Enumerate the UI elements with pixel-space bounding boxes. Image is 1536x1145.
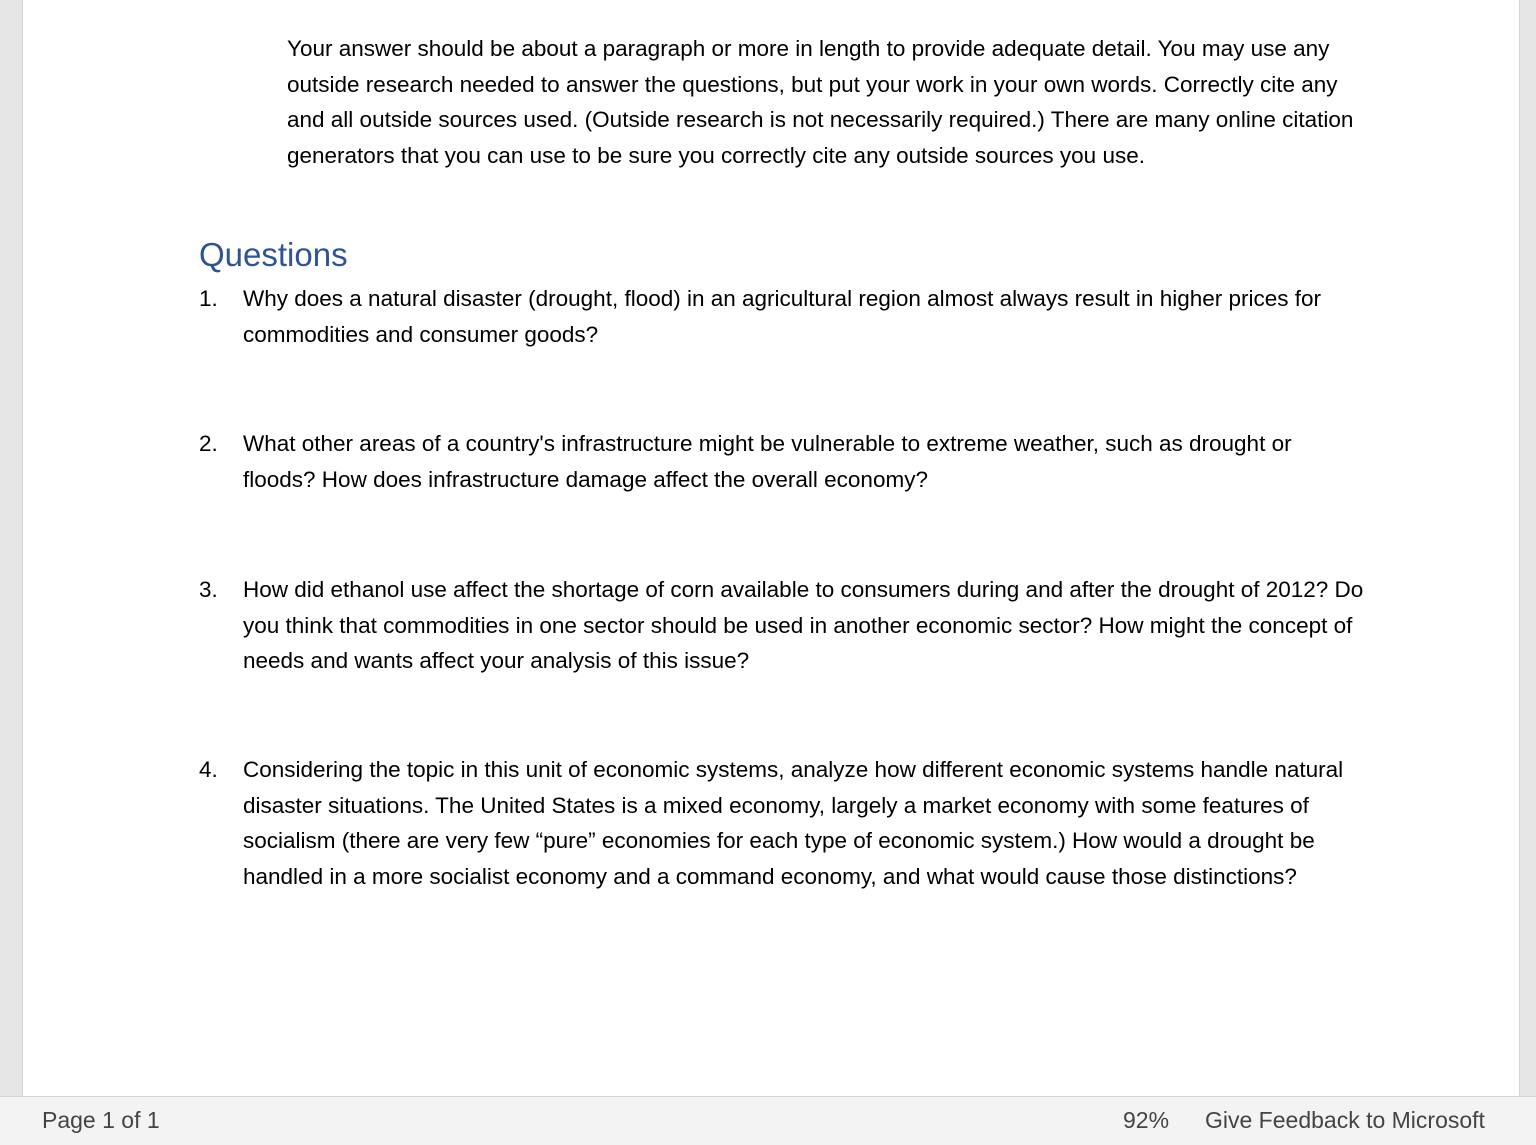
vertical-scrollbar[interactable]	[1518, 0, 1536, 1096]
question-number: 3.	[199, 577, 218, 602]
intro-paragraph: Your answer should be about a paragraph or more in length to provide adequate detail. You may use any outside research needed to answer the questions, but put your work in your own words. Correctly cite any and all outside sources used. (Outside research is not necessarily required.) There are many online citation generators that you can use to be sure you correctly cite any outside sources you use.	[287, 36, 1354, 168]
question-text: Considering the topic in this unit of economic systems, analyze how different economic systems handle natural disaster situations. The United States is a mixed economy, largely a market economy with some features of socialism (there are very few “pure” economies for each type of economic system.) How would a drought be handled in a more socialist economy and a command economy, and what would cause those distinctions?	[243, 757, 1344, 889]
question-item-1	[199, 281, 1369, 352]
question-text: Why does a natural disaster (drought, flood) in an agricultural region almost always result in higher prices for commodities and consumer goods?	[243, 286, 1322, 347]
questions-heading: Questions	[199, 236, 348, 273]
question-number: 1.	[199, 286, 218, 311]
page-count-indicator[interactable]: Page 1 of 1	[42, 1107, 160, 1133]
question-text: How did ethanol use affect the shortage of corn available to consumers during and after the drought of 2012? Do you think that commodities in one sector should be used in another economic sector? How might the concept of needs and wants affect your analysis of this issue?	[243, 577, 1364, 673]
give-feedback-link[interactable]: Give Feedback to Microsoft	[1205, 1107, 1485, 1133]
question-item-2	[199, 426, 1369, 497]
status-bar	[0, 1096, 1536, 1145]
document-page[interactable]	[22, 0, 1520, 1096]
question-number: 4.	[199, 757, 218, 782]
question-text: What other areas of a country's infrastructure might be vulnerable to extreme weather, such as drought or floods? How does infrastructure damage affect the overall economy?	[243, 431, 1292, 492]
zoom-level[interactable]: 92%	[1123, 1107, 1170, 1133]
question-item-3	[199, 572, 1369, 679]
question-number: 2.	[199, 431, 218, 456]
question-item-4	[199, 752, 1369, 894]
